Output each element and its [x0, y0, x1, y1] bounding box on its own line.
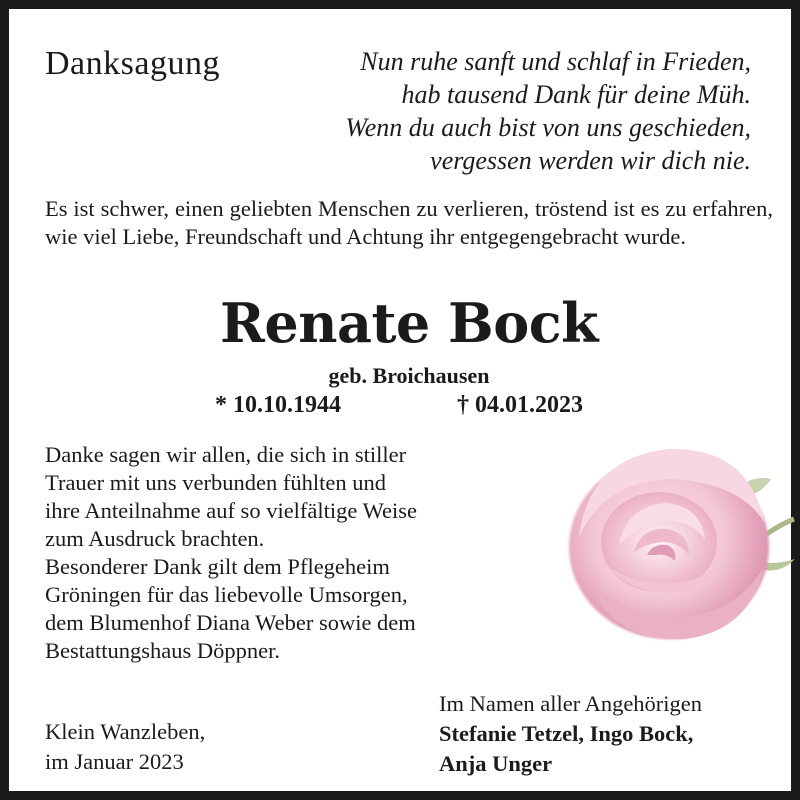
- death-date: † 04.01.2023: [457, 392, 583, 418]
- deceased-name: Renate Bock: [219, 291, 599, 355]
- thanks-line: zum Ausdruck brachten.: [45, 526, 265, 551]
- birth-date: * 10.10.1944: [215, 392, 341, 418]
- maiden-name: geb. Broichausen: [328, 363, 490, 388]
- rose-image: [549, 427, 799, 667]
- thanks-line: Danke sagen wir allen, die sich in stiller: [45, 442, 407, 467]
- poem-line: vergessen werden wir dich nie.: [430, 146, 751, 175]
- poem-line: hab tausend Dank für deine Müh.: [401, 80, 751, 109]
- family-names: Anja Unger: [439, 751, 553, 776]
- family-intro: Im Namen aller Angehörigen: [439, 691, 703, 716]
- thanks-line: Bestattungshaus Döppner.: [45, 638, 280, 663]
- family-signature: [439, 689, 702, 779]
- place-date: [45, 717, 205, 777]
- poem-line: Wenn du auch bist von uns geschieden,: [345, 113, 751, 142]
- intro-text: Es ist schwer, einen geliebten Menschen zu verlieren, tröstend ist es zu erfahren, wie viel Liebe, Freundschaft und Achtung ihr entgegengebracht wurde.: [45, 196, 773, 249]
- thanks-line: dem Blumenhof Diana Weber sowie dem: [45, 610, 416, 635]
- family-names: Stefanie Tetzel, Ingo Bock,: [439, 721, 694, 746]
- poem-line: Nun ruhe sanft und schlaf in Frieden,: [360, 47, 751, 76]
- thanks-line: Gröningen für das liebevolle Umsorgen,: [45, 582, 408, 607]
- thanks-line: Trauer mit uns verbunden fühlten und: [45, 470, 386, 495]
- heading: Danksagung: [45, 45, 220, 82]
- thanks-line: Besonderer Dank gilt dem Pflegeheim: [45, 554, 390, 579]
- thanks-text: [45, 441, 545, 665]
- thanks-line: ihre Anteilnahme auf so vielfältige Weise: [45, 498, 418, 523]
- place-line: Klein Wanzleben,: [45, 719, 206, 744]
- poem: [291, 45, 751, 177]
- date-line: im Januar 2023: [45, 749, 184, 774]
